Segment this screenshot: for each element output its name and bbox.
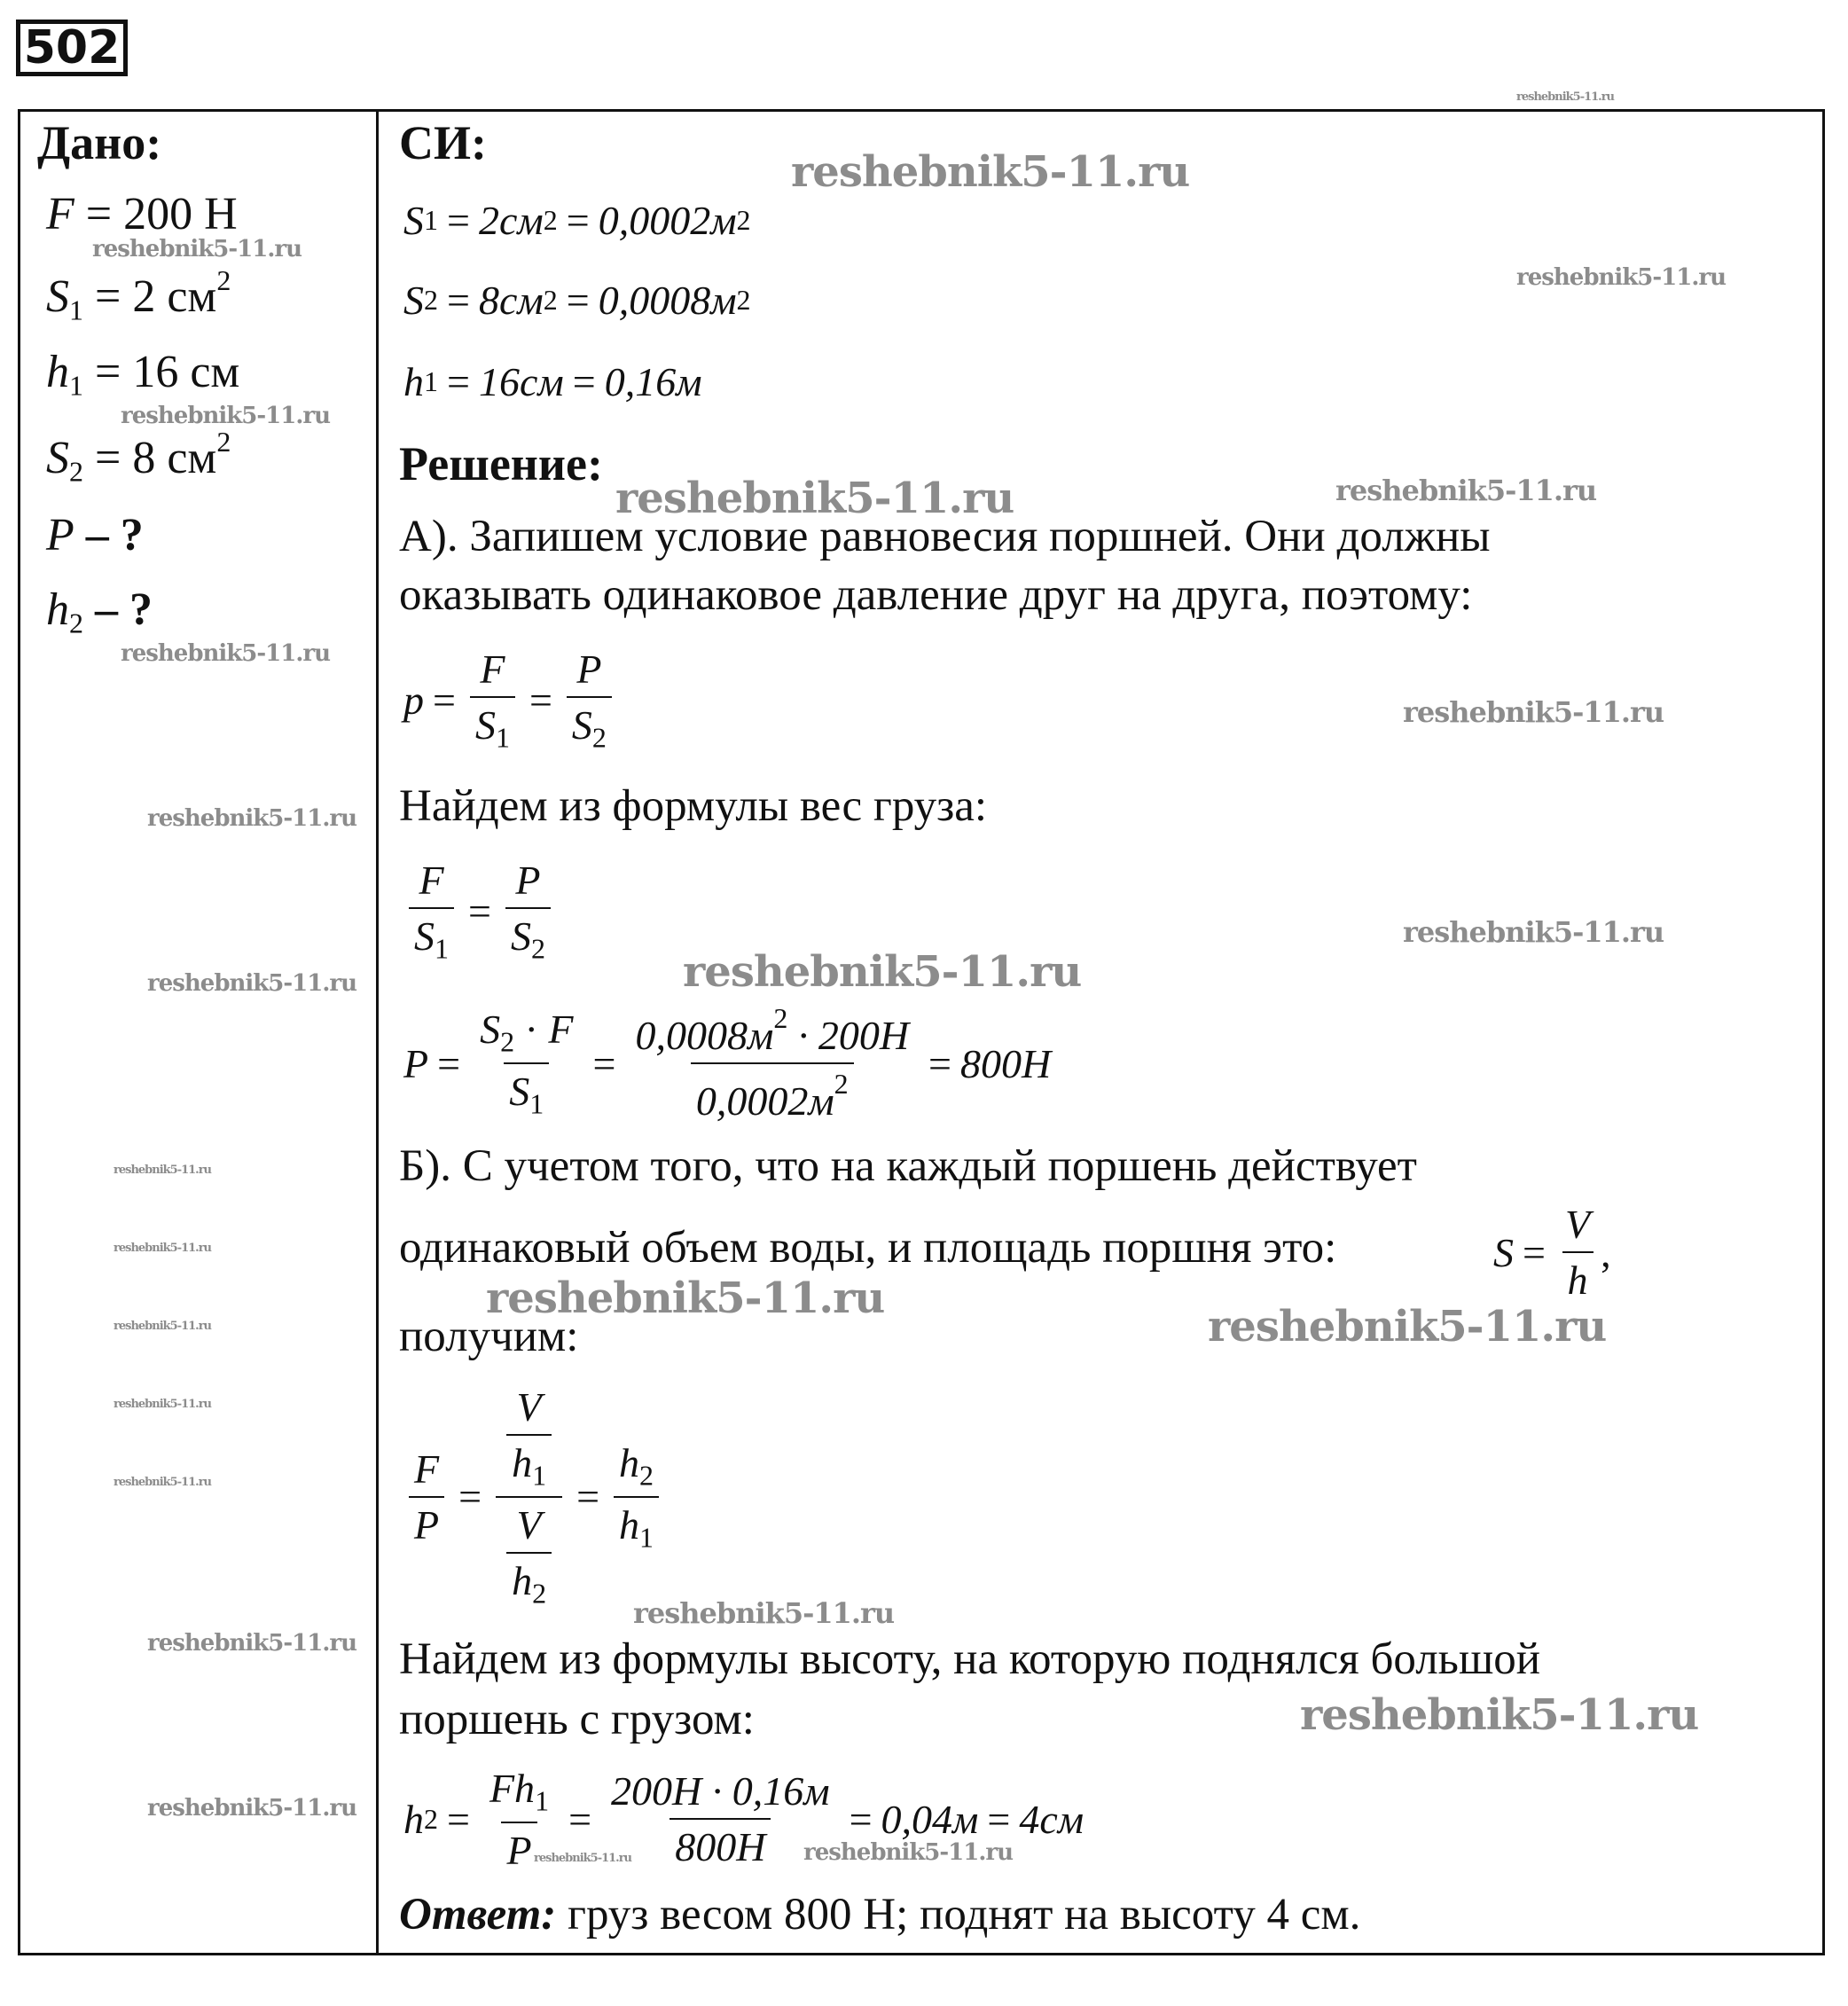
answer-text: груз весом 800 Н; поднят на высоту 4 см.: [556, 1890, 1361, 1939]
given-unknown-height: [46, 584, 153, 640]
given-area-1: [46, 264, 231, 327]
height-result: 0,04м: [881, 1796, 979, 1842]
si-value: 8см: [478, 278, 544, 323]
given-height-1: [46, 346, 239, 403]
watermark: reshebnik5-11.ru: [1335, 474, 1597, 507]
watermark: reshebnik5-11.ru: [114, 1398, 212, 1411]
watermark: reshebnik5-11.ru: [114, 1320, 212, 1333]
watermark: reshebnik5-11.ru: [615, 474, 1014, 523]
height-result-cm: 4см: [1019, 1796, 1085, 1842]
watermark: reshebnik5-11.ru: [147, 1630, 357, 1657]
watermark: reshebnik5-11.ru: [147, 970, 357, 997]
watermark: reshebnik5-11.ru: [683, 947, 1082, 997]
given-var: S: [46, 433, 69, 483]
part-b-line-2: одинаковый объем воды, и площадь поршня это:: [399, 1223, 1337, 1273]
given-sub: 2: [69, 455, 83, 488]
given-var: P: [46, 510, 74, 560]
given-sub: 1: [69, 294, 83, 326]
answer-label: Ответ:: [399, 1890, 557, 1939]
given-var: S: [46, 271, 69, 322]
problem-number: 502: [16, 20, 128, 76]
volume-ratio-equation: $\frac{F}{P}$ = $\frac{\frac{V}{h_1}}{\frac{V}{h_2}}$ = $\frac{h_2}{h_1}$: [403, 1383, 664, 1610]
si-heading: СИ:: [399, 116, 487, 169]
part-b-line-3: получим:: [399, 1312, 579, 1361]
weight-numerator-tail: · 200Н: [787, 1013, 910, 1058]
column-divider: [376, 109, 379, 1955]
pressure-equation: p = $\frac{F}{S_1}$ = $\frac{P}{S_2}$: [403, 646, 617, 755]
height-numerator: 200Н · 0,16м: [611, 1768, 830, 1814]
given-eq: = 200 Н: [74, 189, 238, 239]
si-height-1: h 1 = 16см = 0,16м: [403, 359, 702, 404]
given-sub: 2: [69, 607, 83, 639]
watermark: reshebnik5-11.ru: [147, 805, 357, 832]
given-heading: Дано:: [37, 116, 162, 169]
given-sup: 2: [216, 426, 231, 458]
answer-line: [399, 1889, 1360, 1940]
given-area-2: [46, 426, 231, 489]
part-a-line-1: А). Запишем условие равновесия поршней. Они должны: [399, 512, 1491, 561]
si-area-1: S 1 = 2см 2 = 0,0002м 2: [403, 198, 751, 243]
watermark: reshebnik5-11.ru: [534, 1852, 632, 1865]
solution-heading: Решение:: [399, 437, 603, 490]
given-sub: 1: [69, 369, 83, 402]
given-eq: = 2 см: [83, 271, 217, 322]
weight-ratio-equation: $\frac{F}{S_1}$ = $\frac{P}{S_2}$: [403, 857, 556, 966]
given-unknown-weight: [46, 509, 144, 561]
watermark: reshebnik5-11.ru: [92, 236, 302, 263]
watermark: reshebnik5-11.ru: [1208, 1302, 1607, 1352]
weight-calculation: P = $\frac{S_2 \cdot F}{S_1}$ = $\frac{0,0008м^2 \cdot 200Н}{0,0002м^2}$ = 800Н: [403, 1002, 1052, 1124]
watermark: reshebnik5-11.ru: [1516, 264, 1727, 291]
watermark: reshebnik5-11.ru: [1403, 915, 1664, 949]
watermark: reshebnik5-11.ru: [633, 1596, 895, 1630]
area-definition: S = $\frac{V}{h}$ ,: [1493, 1202, 1611, 1303]
find-height-line-1: Найдем из формулы высоту, на которую поднялся большой: [399, 1634, 1541, 1684]
part-a-line-2: оказывать одинаковое давление друг на друга, поэтому:: [399, 570, 1473, 620]
given-var: F: [46, 189, 74, 239]
watermark: reshebnik5-11.ru: [114, 1242, 212, 1255]
given-sup: 2: [216, 264, 231, 296]
given-eq: = 8 см: [83, 433, 217, 483]
si-area-2: S 2 = 8см 2 = 0,0008м 2: [403, 278, 751, 323]
watermark: reshebnik5-11.ru: [803, 1839, 1014, 1866]
find-height-line-2: поршень с грузом:: [399, 1695, 755, 1744]
given-eq: = 16 см: [83, 347, 240, 397]
weight-numerator: 0,0008м: [635, 1013, 774, 1058]
watermark: reshebnik5-11.ru: [147, 1795, 357, 1822]
si-value: 0,0008м: [598, 278, 737, 323]
watermark: reshebnik5-11.ru: [1516, 90, 1615, 104]
height-calculation: h 2 = $\frac{Fh_1}{P}$ = $\frac{200Н \cdot 0,16м}{800Н}$ = 0,04м = 4см: [403, 1766, 1085, 1873]
si-value: 2см: [478, 198, 544, 243]
part-b-line-1: Б). С учетом того, что на каждый поршень действует: [399, 1141, 1417, 1191]
given-var: h: [46, 584, 69, 635]
watermark: reshebnik5-11.ru: [1403, 695, 1664, 729]
given-force: [46, 188, 238, 240]
weight-denominator: 0,0002м: [695, 1078, 834, 1124]
watermark: reshebnik5-11.ru: [121, 403, 331, 429]
si-value: 0,16м: [604, 359, 702, 404]
si-value: 16см: [478, 359, 564, 404]
given-eq: – ?: [74, 510, 144, 560]
weight-result: 800Н: [960, 1040, 1052, 1086]
given-var: h: [46, 347, 69, 397]
watermark: reshebnik5-11.ru: [791, 147, 1190, 197]
watermark: reshebnik5-11.ru: [114, 1164, 212, 1177]
watermark: reshebnik5-11.ru: [1300, 1690, 1699, 1740]
find-weight-text: Найдем из формулы вес груза:: [399, 781, 988, 831]
watermark: reshebnik5-11.ru: [121, 640, 331, 667]
height-denominator: 800Н: [670, 1818, 771, 1870]
watermark: reshebnik5-11.ru: [114, 1476, 212, 1489]
watermark: reshebnik5-11.ru: [486, 1273, 885, 1323]
si-value: 0,0002м: [598, 198, 737, 243]
given-eq: – ?: [83, 584, 153, 635]
